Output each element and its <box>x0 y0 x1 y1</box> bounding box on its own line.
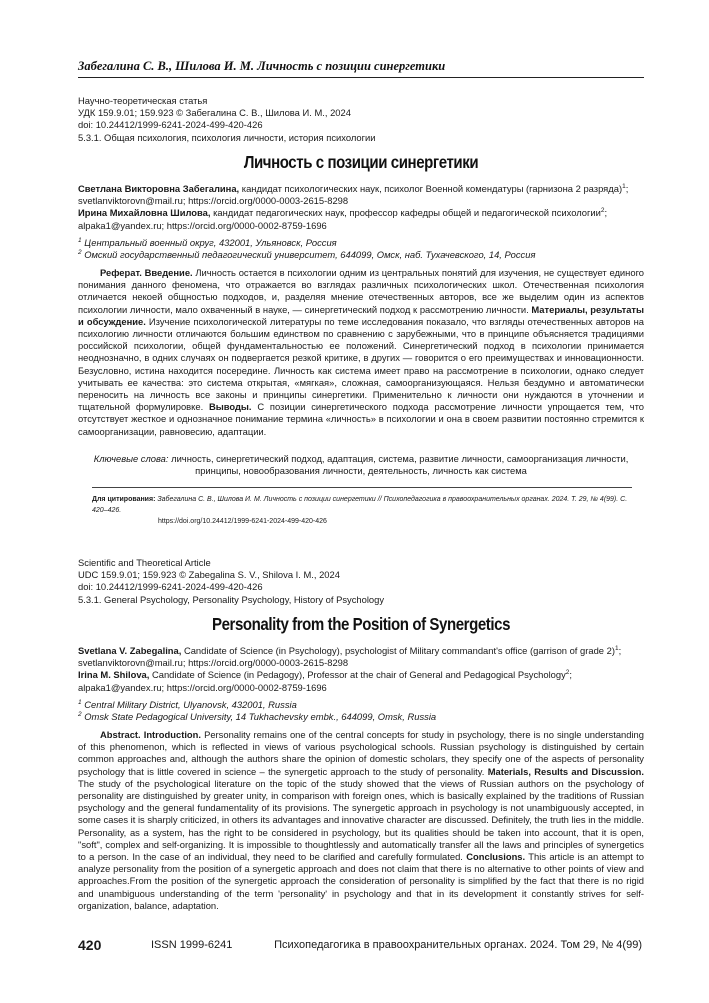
ru-abstract-label-intro: Реферат. Введение. <box>100 267 193 278</box>
ru-title: Личность с позиции синергетики <box>243 152 479 172</box>
ru-abstract-label-materials: Материалы, результаты и обсуждение. <box>78 303 644 327</box>
footer-journal: Психопедагогика в правоохранительных органах. 2024. Том 29, № 4(99) <box>274 939 642 951</box>
ru-affiliation-2 <box>78 249 644 261</box>
ru-author-1-name: Светлана Викторовна Забегалина, <box>78 183 240 194</box>
en-author-1 <box>78 645 644 669</box>
citation-line <box>92 494 632 516</box>
ru-author-2-sup: 2 <box>600 207 605 215</box>
citation-doi[interactable]: https://doi.org/10.24412/1999-6241-2024-499-420-426 <box>158 518 327 525</box>
ru-keywords <box>78 453 644 477</box>
citation-box <box>92 487 632 527</box>
en-author-1-sup: 1 <box>614 644 619 652</box>
en-abstract-label-conclusions: Conclusions. <box>466 851 526 863</box>
en-author-1-contact: ; svetlanviktorovn@mail.ru; https://orcid.org/0000-0003-2615-8298 <box>78 645 622 669</box>
en-title: Personality from the Position of Synergetics <box>211 614 511 634</box>
ru-affiliations <box>78 237 644 261</box>
en-author-2-sup: 2 <box>565 669 570 677</box>
en-abstract-text-materials: The study of the psychological literature on the topic of the study showed that the views of Russian authors on the psychology of personality are distinguished by greater unity, in comparison with foreign ones, which is basically explained by the traditions of Russian psychology and the general fundamentality of its provisions. The synergetic approach in psychology is not unambiguously accepted, in some cases it is sharply criticized, in others its advantages and innovative character are discussed. Definitely, the truth lies in the middle. Personality, as a system, has the right to be considered in psychology, but its qualities should be taken into account, that it is open, "soft", complex and self-organizing. It is impossible to thoughtlessly and automatically transfer all the laws and principles of synergetics to a person. In the case of an individual, they need to be clarified and carefully formulated. <box>78 777 644 863</box>
ru-aff1-text: Центральный военный округ, 432001, Ульяновск, Россия <box>81 237 337 248</box>
ru-author-1-sup: 1 <box>622 182 626 190</box>
ru-abstract-text-materials: Изучение психологической литературы по теме исследования показало, что взгляды отечественных авторов на психологию личности отличаются большим единством по сравнению с зарубежными, что в принципе объясняется традициями российской психологии, общей фундаментальностью ее положений. Синергетический подход в психологии принимается неоднозначно, в одних случаях он подвергается резкой критике, в других — говорится о его преимуществах и инновационности. Безусловно, истина находится посередине. Личность как система имеет право на рассмотрение в психологии, однако следует учитывать ее качества: это система открытая, «мягкая», сложная, самоорганизующаяся. Нельзя бездумно и автоматически переносить на личность все законы и принципы синергетики. Применительно к личности они нуждаются в уточнении и тщательной формулировке. <box>78 315 644 413</box>
ru-author-2-contact: ; alpaka1@yandex.ru; https://orcid.org/0000-0002-8759-1696 <box>78 207 608 231</box>
ru-author-2-name: Ирина Михайловна Шилова, <box>78 207 211 219</box>
en-author-2 <box>78 669 644 693</box>
en-specialty: 5.3.1. General Psychology, Personality Psychology, History of Psychology <box>78 593 385 605</box>
footer-issn: ISSN 1999-6241 <box>151 939 233 951</box>
citation-label: Для цитирования: <box>92 496 156 503</box>
en-authors <box>78 645 644 694</box>
ru-specialty: 5.3.1. Общая психология, психология личности, история психологии <box>78 131 376 143</box>
ru-article-type: Научно-теоретическая статья <box>78 95 208 106</box>
en-article-type: Scientific and Theoretical Article <box>78 557 211 568</box>
en-aff2-sup: 2 <box>78 711 82 719</box>
header-divider <box>78 77 644 78</box>
ru-keywords-text: личность, синергетический подход, адаптация, система, развитие личности, самоорганизация личности, принципы, новообразования личности, деятельность, личность как система <box>168 453 629 477</box>
citation-text: Забегалина С. В., Шилова И. М. Личность с позиции синергетики // Психопедагогика в правоохранительных органах. 2024. Т. 29, № 4(99). С. 420–426. <box>92 496 628 514</box>
ru-aff2-text: Омский государственный педагогический университет, 644099, Омск, наб. Тухачевского, 14, Россия <box>81 249 536 261</box>
en-abstract-label-intro: Abstract. Introduction. <box>100 729 201 740</box>
ru-keywords-label: Ключевые слова: <box>93 453 169 464</box>
en-aff1-text: Central Military District, Ulyanovsk, 432001, Russia <box>81 699 297 710</box>
en-author-2-contact: ; alpaka1@yandex.ru; https://orcid.org/0000-0002-8759-1696 <box>78 669 573 693</box>
en-author-2-position: Candidate of Science (in Pedagogy), Professor at the chair of General and Pedagogical Psychology <box>149 669 566 681</box>
en-doi: doi: 10.24412/1999-6241-2024-499-420-426 <box>78 581 263 593</box>
ru-author-2 <box>78 207 644 231</box>
ru-doi: doi: 10.24412/1999-6241-2024-499-420-426 <box>78 119 263 131</box>
en-author-1-name: Svetlana V. Zabegalina, <box>78 645 182 656</box>
en-affiliations <box>78 699 644 723</box>
en-author-2-name: Irina M. Shilova, <box>78 669 150 681</box>
page-number: 420 <box>78 937 102 953</box>
ru-aff1-sup: 1 <box>78 236 82 244</box>
ru-article-meta <box>78 95 644 144</box>
ru-author-1-contact: ; svetlanviktorovn@mail.ru; https://orcid.org/0000-0003-2615-8298 <box>78 183 629 207</box>
ru-abstract-text-intro: Личность остается в психологии одним из центральных понятий для изучения, не существует единого понимания данного феномена, что отражается во взглядах различных психологических школ. Отечественная психология отличается некоей общностью подходов, и, разделяя мнение отечественных авторов, все же выделим один из аспектов психологии личности, мало охваченный в науке, — синергетический подход к рассмотрению личности. <box>78 267 644 315</box>
en-article-meta <box>78 557 644 606</box>
ru-udc: УДК 159.9.01; 159.923 © Забегалина С. В., Шилова И. М., 2024 <box>78 107 351 119</box>
en-udc: UDC 159.9.01; 159.923 © Zabegalina S. V., Shilova I. M., 2024 <box>78 569 340 581</box>
en-abstract <box>78 729 644 912</box>
ru-author-1-position: кандидат психологических наук, психолог Военной комендатуры (гарнизона 2 разряда) <box>239 183 623 194</box>
ru-abstract-text-conclusions: С позиции синергетического подхода рассмотрение личности упрощается тем, что отсутствует жесткое и однозначное понимание термина «личность» в психологии и она в своем развитии постоянно стремится к самоорганизации, равновесию, адаптации. <box>78 401 644 437</box>
ru-author-2-position: кандидат педагогических наук, профессор кафедры общей и педагогической психологии <box>210 207 601 219</box>
ru-affiliation-1 <box>78 237 644 249</box>
en-abstract-text-conclusions: This article is an attempt to analyze personality from the position of a synergetic approach and does not claim that there is no alternative to other points of view and approaches.From the position of the synergetic approach the consideration of personality is simplified by the fact that there is no rigid and unambiguous understanding of the term 'personality' in psychology and that in its development it constantly strives for self-organization, balance, adaptation. <box>78 851 644 911</box>
en-affiliation-1 <box>78 699 644 711</box>
running-head: Забегалина С. В., Шилова И. М. Личность с позиции синергетики <box>78 59 446 73</box>
ru-author-1 <box>78 183 644 207</box>
en-abstract-text-intro: Personality remains one of the central concepts for study in psychology, there is no single understanding of this phenomenon, which is reflected in views of various psychological schools. Russian psychology is distinguished by certain common approaches and, although the authors share the opinion of domestic scholars, they specify one of the aspects of personality psychology that is little covered in science – the synergetic approach to the study of personality. <box>78 729 644 777</box>
en-affiliation-2 <box>78 711 644 723</box>
ru-aff2-sup: 2 <box>78 249 82 257</box>
ru-authors <box>78 183 644 232</box>
ru-abstract-label-conclusions: Выводы. <box>208 401 252 413</box>
en-abstract-paragraph <box>78 729 644 912</box>
ru-abstract-paragraph <box>78 267 644 438</box>
en-author-1-position: Candidate of Science (in Psychology), psychologist of Military commandant's office (garrison of grade 2) <box>181 645 615 656</box>
en-abstract-label-materials: Materials, Results and Discussion. <box>487 765 645 777</box>
en-aff1-sup: 1 <box>78 698 82 706</box>
en-aff2-text: Omsk State Pedagogical University, 14 Tukhachevsky embk., 644099, Omsk, Russia <box>81 711 437 723</box>
ru-abstract <box>78 267 644 438</box>
